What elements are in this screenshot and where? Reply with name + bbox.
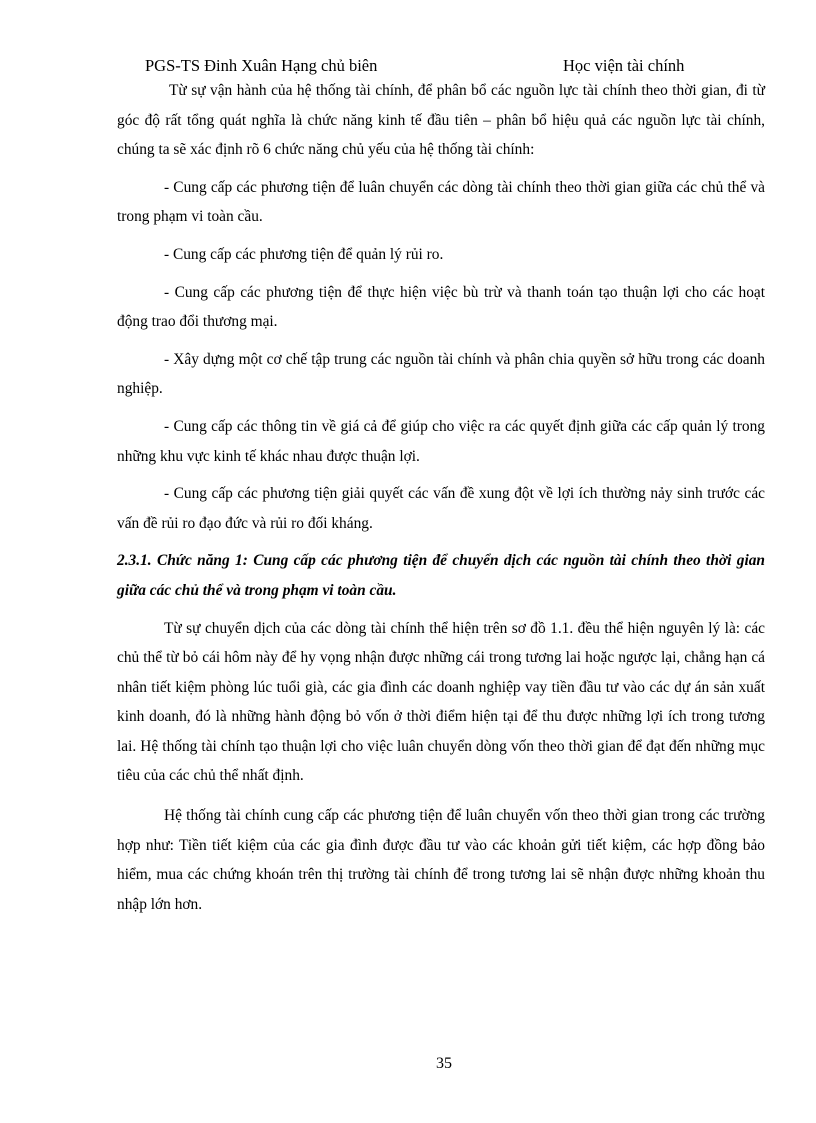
- function-item-4: - Xây dựng một cơ chế tập trung các nguồn tài chính và phân chia quyền sở hữu trong các doanh nghiệp.: [117, 350, 765, 398]
- function-item-6: - Cung cấp các phương tiện giải quyết các vấn đề xung đột về lợi ích thường nảy sinh trước các vấn đề rủi ro đạo đức và rủi ro đối kháng.: [117, 485, 765, 532]
- document-body: [117, 76, 765, 927]
- function-item-2: - Cung cấp các phương tiện để quản lý rủi ro.: [164, 245, 444, 263]
- function-item-5: - Cung cấp các thông tin về giá cả để giúp cho việc ra các quyết định giữa các cấp quản lý trong những khu vực kinh tế khác nhau được thuận lợi.: [117, 417, 765, 465]
- section-paragraph-2: Hệ thống tài chính cung cấp các phương tiện để luân chuyển vốn theo thời gian trong các trường hợp như: Tiền tiết kiệm của các gia đình được đầu tư vào các khoản gửi tiết kiệm, các hợp đồng bảo hiểm, mua các chứng khoán trên thị trường tài chính để trong tương lai sẽ nhận được những khoản thu nhập lớn hơn.: [117, 807, 765, 913]
- page-number: 35: [436, 1055, 452, 1072]
- header-institution: Học viện tài chính: [563, 56, 685, 75]
- intro-paragraph: Từ sự vận hành của hệ thống tài chính, để phân bổ các nguồn lực tài chính theo thời gian, đi từ góc độ rất tổng quát nghĩa là chức năng kinh tế đầu tiên – phân bổ hiệu quả các nguồn lực tài chính, chúng ta sẽ xác định rõ 6 chức năng chủ yếu của hệ thống tài chính:: [117, 82, 765, 159]
- function-item-3: - Cung cấp các phương tiện để thực hiện việc bù trừ và thanh toán tạo thuận lợi cho các hoạt động trao đổi thương mại.: [117, 283, 765, 331]
- section-heading: 2.3.1. Chức năng 1: Cung cấp các phương tiện để chuyển dịch các nguồn tài chính theo thời gian giữa các chủ thể và trong phạm vi toàn cầu.: [117, 552, 765, 599]
- section-paragraph-1: Từ sự chuyển dịch của các dòng tài chính thể hiện trên sơ đồ 1.1. đều thể hiện nguyên lý là: các chủ thể từ bỏ cái hôm này để hy vọng nhận được những cái trong tương lai hoặc ngược lại, chẳng hạn cá nhân tiết kiệm phòng lúc tuổi già, các gia đình các doanh nghiệp vay tiền đầu tư vào các dự án sản xuất kinh doanh, đó là những hành động bỏ vốn ở thời điểm hiện tại để thu được những lợi ích trong tương lai. Hệ thống tài chính tạo thuận lợi cho việc luân chuyển dòng vốn theo thời gian để đạt đến những mục tiêu của các chủ thể nhất định.: [117, 619, 765, 785]
- function-item-1: - Cung cấp các phương tiện để luân chuyển các dòng tài chính theo thời gian giữa các chủ thể và trong phạm vi toàn cầu.: [117, 178, 765, 226]
- header-author: PGS-TS Đinh Xuân Hạng chủ biên: [145, 56, 378, 75]
